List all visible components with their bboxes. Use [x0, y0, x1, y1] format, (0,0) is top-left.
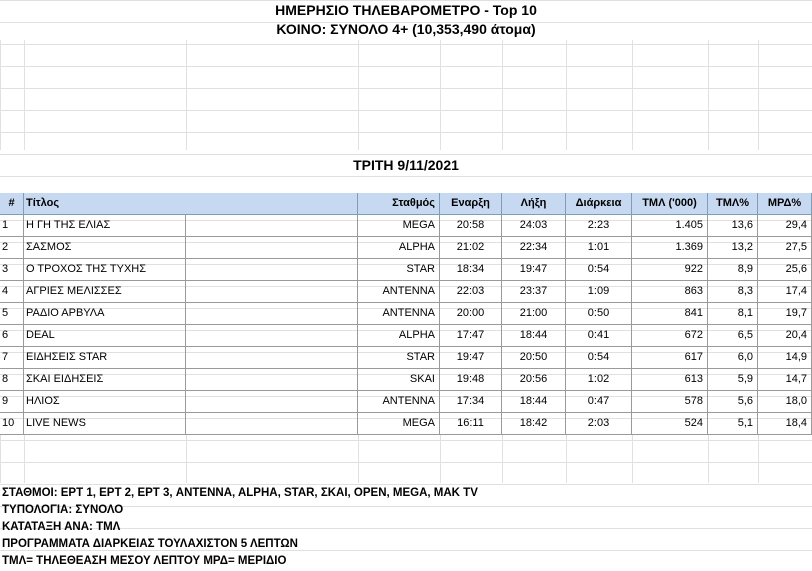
cell-start[interactable]: 18:34 — [440, 259, 502, 281]
cell-share-pct[interactable]: 18,4 — [758, 413, 812, 435]
gridline — [0, 484, 812, 485]
cell-tml-pct[interactable]: 8,1 — [708, 303, 758, 325]
table-row[interactable] — [0, 237, 812, 259]
table-header-row — [0, 193, 812, 215]
cell-title[interactable]: ΡΑΔΙΟ ΑΡΒΥΛΑ — [24, 303, 186, 325]
cell-tml[interactable]: 524 — [632, 413, 708, 435]
gridline — [708, 40, 709, 150]
cell-rank[interactable]: 8 — [0, 369, 24, 391]
report-date: ΤΡΙΤΗ 9/11/2021 — [353, 157, 459, 173]
cell-spacer[interactable] — [186, 303, 358, 325]
cell-tml[interactable]: 578 — [632, 391, 708, 413]
table-row[interactable] — [0, 369, 812, 391]
gridline — [0, 440, 812, 441]
cell-start[interactable]: 19:47 — [440, 347, 502, 369]
cell-share-pct[interactable]: 27,5 — [758, 237, 812, 259]
cell-duration[interactable]: 0:54 — [566, 347, 632, 369]
cell-title[interactable]: ΣΚΑΙ ΕΙΔΗΣΕΙΣ — [24, 369, 186, 391]
table-row[interactable] — [0, 325, 812, 347]
gridline — [0, 0, 812, 1]
column-header[interactable]: ΤΜΛ% — [708, 193, 758, 215]
table-row[interactable] — [0, 259, 812, 281]
cell-station[interactable]: ANTENNA — [358, 281, 440, 303]
cell-share-pct[interactable]: 14,9 — [758, 347, 812, 369]
gridline — [0, 435, 1, 483]
cell-station[interactable]: STAR — [358, 347, 440, 369]
cell-duration[interactable]: 2:03 — [566, 413, 632, 435]
cell-start[interactable]: 22:03 — [440, 281, 502, 303]
cell-end[interactable]: 18:42 — [502, 413, 566, 435]
column-header[interactable]: Εναρξη — [440, 193, 502, 215]
gridline — [632, 435, 633, 483]
gridline — [0, 40, 1, 150]
cell-start[interactable]: 17:34 — [440, 391, 502, 413]
cell-duration[interactable]: 0:47 — [566, 391, 632, 413]
gridline — [708, 435, 709, 483]
cell-end[interactable]: 21:00 — [502, 303, 566, 325]
cell-share-pct[interactable]: 20,4 — [758, 325, 812, 347]
gridline — [358, 435, 359, 483]
cell-start[interactable]: 20:00 — [440, 303, 502, 325]
cell-share-pct[interactable]: 18,0 — [758, 391, 812, 413]
cell-spacer[interactable] — [186, 347, 358, 369]
cell-tml[interactable]: 1.369 — [632, 237, 708, 259]
cell-tml[interactable]: 617 — [632, 347, 708, 369]
cell-start[interactable]: 21:02 — [440, 237, 502, 259]
table-row[interactable] — [0, 215, 812, 237]
gridline — [186, 435, 187, 483]
cell-spacer[interactable] — [186, 215, 358, 237]
gridline — [358, 40, 359, 150]
cell-tml[interactable]: 863 — [632, 281, 708, 303]
cell-tml-pct[interactable]: 6,0 — [708, 347, 758, 369]
cell-title[interactable]: LIVE NEWS — [24, 413, 186, 435]
table-row[interactable] — [0, 413, 812, 435]
cell-share-pct[interactable]: 14,7 — [758, 369, 812, 391]
cell-start[interactable]: 17:47 — [440, 325, 502, 347]
gridline — [0, 154, 812, 155]
table-row[interactable] — [0, 347, 812, 369]
column-header[interactable]: Τίτλος — [24, 193, 358, 215]
gridline — [0, 110, 812, 111]
cell-share-pct[interactable]: 17,4 — [758, 281, 812, 303]
cell-duration[interactable]: 2:23 — [566, 215, 632, 237]
cell-station[interactable]: MEGA — [358, 215, 440, 237]
cell-station[interactable]: ALPHA — [358, 237, 440, 259]
gridline — [24, 435, 25, 483]
cell-tml-pct[interactable]: 6,5 — [708, 325, 758, 347]
cell-start[interactable]: 16:11 — [440, 413, 502, 435]
cell-tml-pct[interactable]: 5,9 — [708, 369, 758, 391]
cell-share-pct[interactable]: 19,7 — [758, 303, 812, 325]
cell-tml-pct[interactable]: 8,9 — [708, 259, 758, 281]
note-stations: ΣΤΑΘΜΟΙ: ΕΡΤ 1, ΕΡΤ 2, ΕΡΤ 3, ANTENNA, ALPHA, STAR, ΣΚΑΙ, OPEN, MEGA, MAK TV — [2, 487, 478, 499]
cell-title[interactable]: DEAL — [24, 325, 186, 347]
report-audience: ΚΟΙΝΟ: ΣΥΝΟΛΟ 4+ (10,353,490 άτομα) — [276, 21, 536, 37]
table-row[interactable] — [0, 391, 812, 413]
cell-title[interactable]: ΗΛΙΟΣ — [24, 391, 186, 413]
column-header[interactable]: Διάρκεια — [566, 193, 632, 215]
cell-spacer[interactable] — [186, 259, 358, 281]
column-header[interactable]: ΤΜΛ ('000) — [632, 193, 708, 215]
cell-end[interactable]: 20:56 — [502, 369, 566, 391]
cell-duration[interactable]: 0:41 — [566, 325, 632, 347]
cell-rank[interactable]: 2 — [0, 237, 24, 259]
cell-end[interactable]: 22:34 — [502, 237, 566, 259]
note-ranking: ΚΑΤΑΤΑΞΗ ΑΝΑ: ΤΜΛ — [2, 521, 121, 533]
cell-duration[interactable]: 0:50 — [566, 303, 632, 325]
cell-end[interactable]: 18:44 — [502, 325, 566, 347]
cell-end[interactable]: 20:50 — [502, 347, 566, 369]
gridline — [0, 88, 812, 89]
cell-start[interactable]: 20:58 — [440, 215, 502, 237]
cell-spacer[interactable] — [186, 281, 358, 303]
column-header[interactable]: Σταθμός — [358, 193, 440, 215]
cell-tml[interactable]: 672 — [632, 325, 708, 347]
cell-duration[interactable]: 1:02 — [566, 369, 632, 391]
gridline — [758, 40, 759, 150]
cell-end[interactable]: 18:44 — [502, 391, 566, 413]
cell-duration[interactable]: 1:01 — [566, 237, 632, 259]
cell-rank[interactable]: 7 — [0, 347, 24, 369]
cell-rank[interactable]: 10 — [0, 413, 24, 435]
report-title: ΗΜΕΡΗΣΙΟ ΤΗΛΕΒΑΡΟΜΕΤΡΟ - Top 10 — [275, 2, 537, 18]
gridline — [502, 435, 503, 483]
cell-rank[interactable]: 5 — [0, 303, 24, 325]
cell-end[interactable]: 23:37 — [502, 281, 566, 303]
cell-duration[interactable]: 1:09 — [566, 281, 632, 303]
gridline — [566, 435, 567, 483]
gridline — [0, 462, 812, 463]
cell-end[interactable]: 24:03 — [502, 215, 566, 237]
cell-share-pct[interactable]: 29,4 — [758, 215, 812, 237]
gridline — [0, 132, 812, 133]
gridline — [440, 40, 441, 150]
cell-tml-pct[interactable]: 5,6 — [708, 391, 758, 413]
note-duration: ΠΡΟΓΡΑΜΜΑΤΑ ΔΙΑΡΚΕΙΑΣ ΤΟΥΛΑΧΙΣΤΟΝ 5 ΛΕΠΤΩΝ — [2, 538, 298, 550]
cell-station[interactable]: SKAI — [358, 369, 440, 391]
column-header[interactable]: ΜΡΔ% — [758, 193, 812, 215]
cell-tml-pct[interactable]: 5,1 — [708, 413, 758, 435]
table-row[interactable] — [0, 281, 812, 303]
cell-tml[interactable]: 1.405 — [632, 215, 708, 237]
cell-station[interactable]: ALPHA — [358, 325, 440, 347]
cell-station[interactable]: ANTENNA — [358, 391, 440, 413]
cell-tml[interactable]: 922 — [632, 259, 708, 281]
gridline — [566, 40, 567, 150]
gridline — [186, 40, 187, 150]
cell-spacer[interactable] — [186, 413, 358, 435]
cell-rank[interactable]: 6 — [0, 325, 24, 347]
cell-spacer[interactable] — [186, 325, 358, 347]
note-typology: ΤΥΠΟΛΟΓΙΑ: ΣΥΝΟΛΟ — [2, 504, 124, 516]
cell-rank[interactable]: 3 — [0, 259, 24, 281]
cell-spacer[interactable] — [186, 369, 358, 391]
gridline — [440, 435, 441, 483]
gridline — [502, 40, 503, 150]
cell-share-pct[interactable]: 25,6 — [758, 259, 812, 281]
cell-rank[interactable]: 4 — [0, 281, 24, 303]
cell-spacer[interactable] — [186, 391, 358, 413]
cell-title[interactable]: Ο ΤΡΟΧΟΣ ΤΗΣ ΤΥΧΗΣ — [24, 259, 186, 281]
gridline — [24, 40, 25, 150]
cell-rank[interactable]: 1 — [0, 215, 24, 237]
cell-spacer[interactable] — [186, 237, 358, 259]
gridline — [0, 550, 812, 551]
gridline — [0, 44, 812, 45]
cell-rank[interactable]: 9 — [0, 391, 24, 413]
cell-tml[interactable]: 841 — [632, 303, 708, 325]
cell-duration[interactable]: 0:54 — [566, 259, 632, 281]
cell-title[interactable]: ΑΓΡΙΕΣ ΜΕΛΙΣΣΕΣ — [24, 281, 186, 303]
cell-title[interactable]: ΕΙΔΗΣΕΙΣ STAR — [24, 347, 186, 369]
cell-start[interactable]: 19:48 — [440, 369, 502, 391]
column-header[interactable]: # — [0, 193, 24, 215]
cell-tml-pct[interactable]: 13,2 — [708, 237, 758, 259]
column-header[interactable]: Λήξη — [502, 193, 566, 215]
gridline — [0, 176, 812, 177]
cell-station[interactable]: STAR — [358, 259, 440, 281]
gridline — [758, 435, 759, 483]
gridline — [0, 528, 812, 529]
gridline — [0, 66, 812, 67]
cell-station[interactable]: ANTENNA — [358, 303, 440, 325]
note-legend: ΤΜΛ= ΤΗΛΕΘΕΑΣΗ ΜΕΣΟΥ ΛΕΠΤΟΥ ΜΡΔ= ΜΕΡΙΔΙΟ — [2, 555, 287, 567]
cell-title[interactable]: ΣΑΣΜΟΣ — [24, 237, 186, 259]
cell-tml-pct[interactable]: 8,3 — [708, 281, 758, 303]
gridline — [632, 40, 633, 150]
cell-tml[interactable]: 613 — [632, 369, 708, 391]
cell-title[interactable]: Η ΓΗ ΤΗΣ ΕΛΙΑΣ — [24, 215, 186, 237]
cell-end[interactable]: 19:47 — [502, 259, 566, 281]
cell-tml-pct[interactable]: 13,6 — [708, 215, 758, 237]
table-row[interactable] — [0, 303, 812, 325]
cell-station[interactable]: MEGA — [358, 413, 440, 435]
